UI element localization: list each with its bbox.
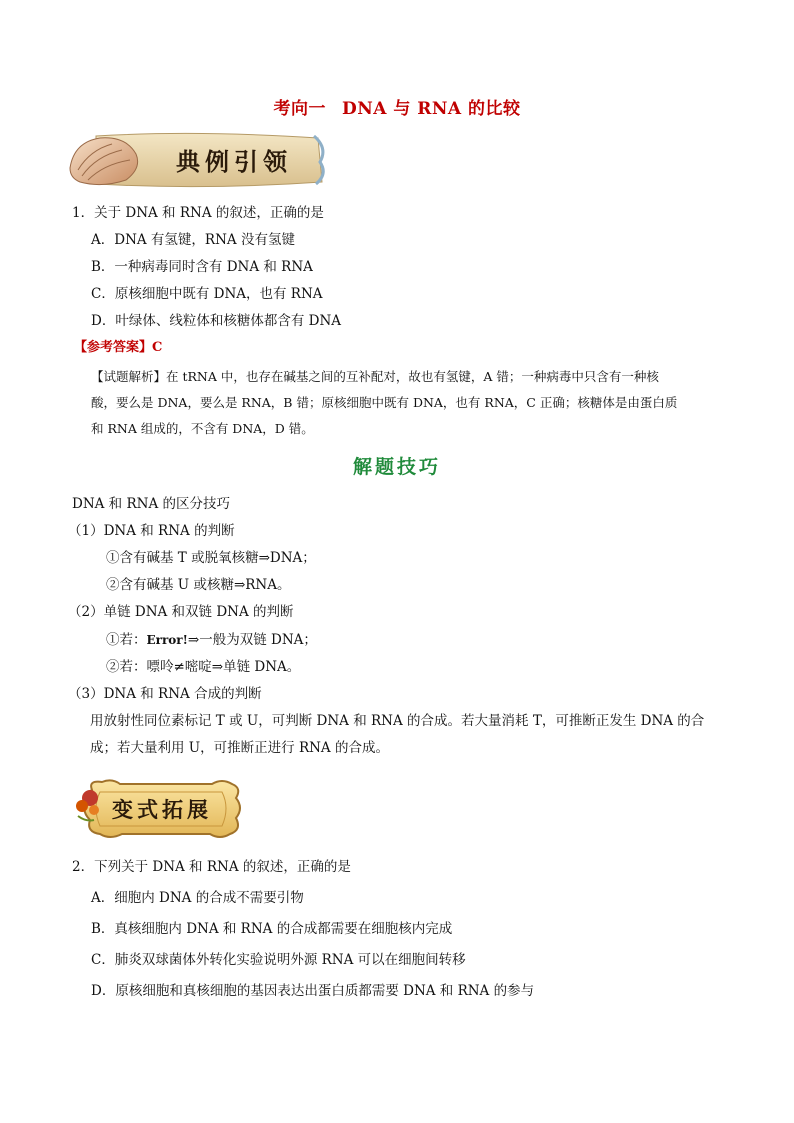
shell-icon	[70, 138, 138, 185]
tips-section2-a-suffix: ⇒一般为双链 DNA；	[187, 632, 317, 648]
q1-option-a: A．DNA 有氢键，RNA 没有氢键	[91, 232, 295, 248]
q1-analysis-line: 【试题解析】在 tRNA 中，也存在碱基之间的互补配对，故也有氢键，A 错；一种病毒中只含有一种核	[91, 369, 659, 384]
answer-label: 【参考答案】	[74, 340, 153, 355]
tips-section2-b: ②若：嘌呤≠嘧啶⇒单链 DNA。	[106, 659, 301, 675]
q1-option-c: C．原核细胞中既有 DNA，也有 RNA	[91, 286, 323, 302]
page-title	[0, 94, 794, 119]
q1-option-d: D．叶绿体、线粒体和核糖体都含有 DNA	[91, 313, 342, 329]
title-part1: 考向一	[273, 99, 326, 119]
variation-banner-label: 变式拓展	[112, 797, 212, 822]
tips-heading: 解题技巧	[352, 456, 441, 478]
answer-value: C	[152, 340, 163, 355]
q1-analysis-line: 和 RNA 组成的，不含有 DNA，D 错。	[91, 421, 314, 436]
q2-option-d: D．原核细胞和真核细胞的基因表达出蛋白质都需要 DNA 和 RNA 的参与	[91, 983, 535, 999]
q2-option-b: B．真核细胞内 DNA 和 RNA 的合成都需要在细胞核内完成	[91, 921, 453, 937]
tips-intro: DNA 和 RNA 的区分技巧	[72, 496, 230, 512]
tips-section3-line2: 成；若大量利用 U，可推断正进行 RNA 的合成。	[90, 740, 389, 756]
tips-section1-b: ②含有碱基 U 或核糖⇒RNA。	[106, 577, 291, 593]
q1-stem: 1．关于 DNA 和 RNA 的叙述，正确的是	[72, 205, 324, 221]
q1-option-b: B．一种病毒同时含有 DNA 和 RNA	[91, 259, 313, 275]
tips-section2-title: （2）单链 DNA 和双链 DNA 的判断	[68, 604, 294, 620]
tips-section1-a: ①含有碱基 T 或脱氧核糖⇒DNA；	[106, 550, 316, 566]
q2-stem: 2．下列关于 DNA 和 RNA 的叙述，正确的是	[72, 859, 351, 875]
example-banner-label: 典例引领	[176, 147, 292, 176]
q1-answer	[74, 338, 162, 358]
q2-option-c: C．肺炎双球菌体外转化实验说明外源 RNA 可以在细胞间转移	[91, 952, 466, 968]
tips-section2-a-prefix: ①若：	[106, 632, 147, 648]
q1-analysis-line: 酸，要么是 DNA，要么是 RNA，B 错；原核细胞中既有 DNA，也有 RNA，C 正确；核糖体是由蛋白质	[91, 395, 678, 410]
tips-section1-title: （1）DNA 和 RNA 的判断	[68, 523, 235, 539]
q2-option-a: A．细胞内 DNA 的合成不需要引物	[91, 890, 304, 906]
error-field: Error!	[146, 633, 188, 647]
example-banner	[66, 128, 328, 192]
tips-section2-a	[106, 630, 317, 650]
tips-section3-title: （3）DNA 和 RNA 合成的判断	[68, 686, 262, 702]
tips-section3-line1: 用放射性同位素标记 T 或 U，可判断 DNA 和 RNA 的合成。若大量消耗 T，可推断正发生 DNA 的合	[90, 713, 705, 729]
title-part2: DNA 与 RNA 的比较	[341, 99, 521, 119]
variation-banner	[72, 776, 244, 842]
